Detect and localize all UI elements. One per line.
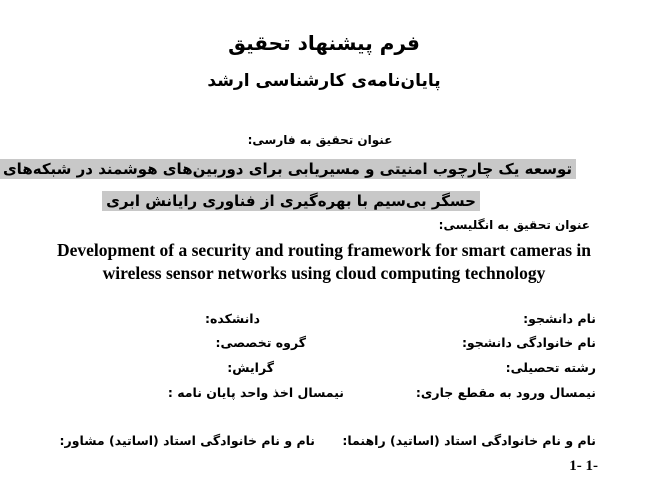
persian-title-highlight-2: حسگر بی‌سیم با بهره‌گیری از فناوری رایانش ابری — [102, 191, 480, 211]
group-field: گروه تخصصی: — [215, 335, 306, 350]
form-title: فرم پیشنهاد تحقیق — [228, 31, 420, 55]
english-title-line-1: Development of a security and routing framework for smart cameras in — [57, 240, 591, 260]
advisor-field: نام و نام خانوادگی استاد (اساتید) مشاور: — [59, 433, 315, 448]
major-field: رشته تحصیلی: — [505, 360, 596, 375]
form-subtitle: پایان‌نامه‌ی کارشناسی ارشد — [207, 71, 441, 91]
entry-term-field: نیمسال ورود به مقطع جاری: — [415, 385, 596, 400]
page-number: 1- 1- — [569, 458, 598, 474]
english-title-label: عنوان تحقیق به انگلیسی: — [438, 218, 590, 232]
persian-title-highlight-1: توسعه یک چارچوب امنیتی و مسیریابی برای دوربین‌های هوشمند در شبکه‌های — [0, 159, 576, 179]
faculty-field: دانشکده: — [205, 311, 260, 326]
thesis-term-field: نیمسال اخذ واحد پایان نامه : — [167, 385, 344, 400]
persian-title-line-2 — [106, 188, 480, 214]
persian-title-line-1 — [2, 155, 576, 183]
english-title-line-2: wireless sensor networks using cloud computing technology — [102, 263, 546, 283]
supervisor-field: نام و نام خانوادگی استاد (اساتید) راهنما: — [342, 433, 596, 448]
persian-title-label: عنوان تحقیق به فارسی: — [247, 133, 393, 147]
student-name-field: نام دانشجو: — [523, 311, 596, 326]
orientation-field: گرایش: — [227, 360, 274, 375]
student-family-field: نام خانوادگی دانشجو: — [461, 335, 596, 350]
